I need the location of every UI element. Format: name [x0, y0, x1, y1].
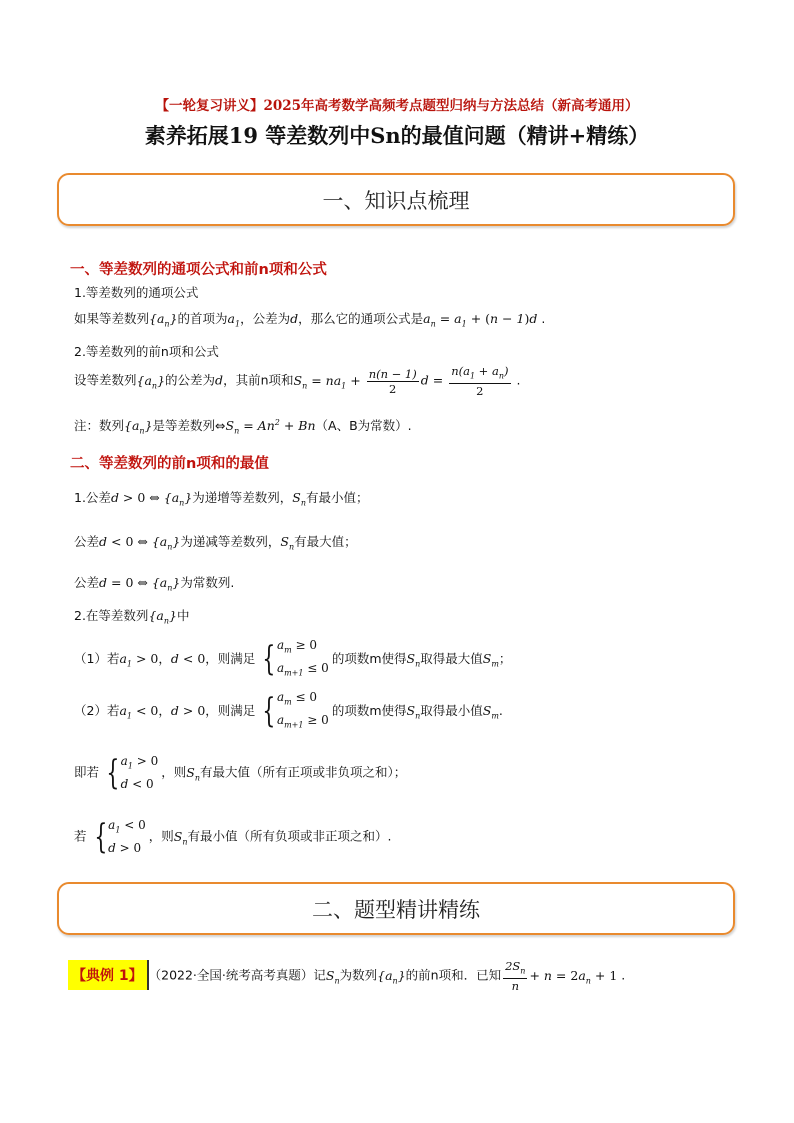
item1-title: 1.等差数列的通项公式	[74, 285, 199, 300]
l4-a: 2.在等差数列	[74, 608, 149, 623]
item2-text-c: ，其前n项和	[223, 372, 294, 388]
document-title: 素养拓展19 等差数列中Sn的最值问题（精讲+精练）	[144, 123, 650, 148]
item2-text-b: 的公差为	[165, 372, 216, 388]
item1-text-d: ，那么它的通项公式是	[298, 311, 424, 326]
l3-b: 为常数列.	[180, 575, 235, 590]
summary-min: 若 { $a_1 < 0$ d > 0 ，则$S_n$有最小值（所有负项或非正项之和）.	[74, 817, 392, 858]
c2-c: 的项数m使得	[331, 702, 407, 718]
rule-constant: 公差d = 0 ⇔ $\{a_n\}$为常数列.	[74, 575, 235, 593]
c1-d: 取得最大值	[420, 650, 483, 666]
l1-a: 1.公差	[74, 490, 111, 505]
example-tag: 【典例 1】	[68, 960, 149, 990]
case-1: （1）若$a_1 > 0$，d < 0，则满足 { $a_m \ge 0$ $a_{m+1} \le 0$ 的项数m使得$S_n$取得最大值$S_m$；	[74, 638, 512, 680]
section-heading-extrema: 二、等差数列的前n项和的最值	[70, 456, 269, 472]
c2-a: （2）若	[74, 702, 120, 718]
c2-d: 取得最小值	[420, 702, 483, 718]
l1-c: 有最小值；	[306, 490, 369, 505]
l3-a: 公差	[74, 575, 100, 590]
example-text-a: （2022·全国·统考高考真题）记	[148, 967, 326, 983]
item2-title: 2.等差数列的前n项和公式	[74, 344, 219, 359]
document-subtitle: 【一轮复习讲义】2025年高考数学高频考点题型归纳与方法总结（新高考通用）	[155, 98, 639, 114]
note-a: 注：数列	[74, 418, 125, 433]
item1-text-c: ，公差为	[240, 311, 291, 326]
rule-decreasing: 公差d < 0 ⇔ $\{a_n\}$为递减等差数列，$S_n$有最大值；	[74, 534, 357, 552]
l2-c: 有最大值；	[294, 534, 357, 549]
item1-text: 如果等差数列$\{a_n\}$的首项为$a_1$，公差为d，那么它的通项公式是$a_n = a_1 + (n - 1)d$ .	[74, 311, 546, 329]
rule-increasing: 1.公差d > 0 ⇔ $\{a_n\}$为递增等差数列，$S_n$有最小值；	[74, 490, 369, 508]
s2-b: ，则	[148, 828, 174, 844]
s2-c: 有最小值（所有负项或非正项之和）.	[187, 828, 392, 844]
item2-text-a: 设等差数列	[74, 372, 137, 388]
section-banner-examples: 二、题型精讲精练	[57, 882, 735, 935]
l2-b: 为递减等差数列，	[180, 534, 281, 549]
s2-a: 若	[74, 828, 87, 844]
s1-c: 有最大值（所有正项或非负项之和）；	[199, 764, 407, 780]
l1-b: 为递增等差数列，	[192, 490, 293, 505]
c1-b: ，则满足	[205, 650, 256, 666]
c2-b: ，则满足	[205, 702, 256, 718]
note-c: （A、B为常数）.	[315, 418, 412, 433]
s1-b: ，则	[161, 764, 187, 780]
formula-note: 注：数列$\{a_n\}$是等差数列$\Leftrightarrow S_n = An^2 + Bn(A$、B为常数）.	[74, 417, 412, 436]
note-b: 是等差数列⇔	[152, 418, 226, 433]
item1-text-a: 如果等差数列	[74, 311, 150, 326]
case-2: （2）若$a_1 < 0$，d > 0，则满足 { $a_m \le 0$ $a_{m+1} \ge 0$ 的项数m使得$S_n$取得最小值$S_m$.	[74, 690, 503, 732]
example-1: 【典例 1】 （2022·全国·统考高考真题）记$S_n$为数列$\{a_n\}$的前n项和．已知 $\frac{2S_n}{n}$ + $n = 2a_n + 1$ .	[68, 959, 625, 993]
c1-c: 的项数m使得	[331, 650, 407, 666]
item-in-sequence: 2.在等差数列$\{a_n\}$中	[74, 608, 190, 626]
l4-b: 中	[176, 608, 190, 623]
example-text-b: 为数列	[339, 967, 378, 983]
s1-a: 即若	[74, 764, 100, 780]
l2-a: 公差	[74, 534, 100, 549]
section-banner-knowledge: 一、知识点梳理	[57, 173, 735, 226]
item2-text: 设等差数列$\{a_n\}$的公差为d，其前n项和$S_n = na_1$ + $\frac{n(n - 1)}{2}$ d = $\frac{n(a_1 + a_n)}{2}$ .	[74, 364, 521, 399]
item1-text-b: 的首项为	[177, 311, 228, 326]
summary-max: 即若 { $a_1 > 0$ d < 0 ，则$S_n$有最大值（所有正项或非负项之和）；	[74, 753, 407, 794]
example-text-c: 的前n项和．已知	[405, 967, 502, 983]
c1-a: （1）若	[74, 650, 120, 666]
section-heading-formulas: 一、等差数列的通项公式和前n项和公式	[70, 262, 327, 278]
